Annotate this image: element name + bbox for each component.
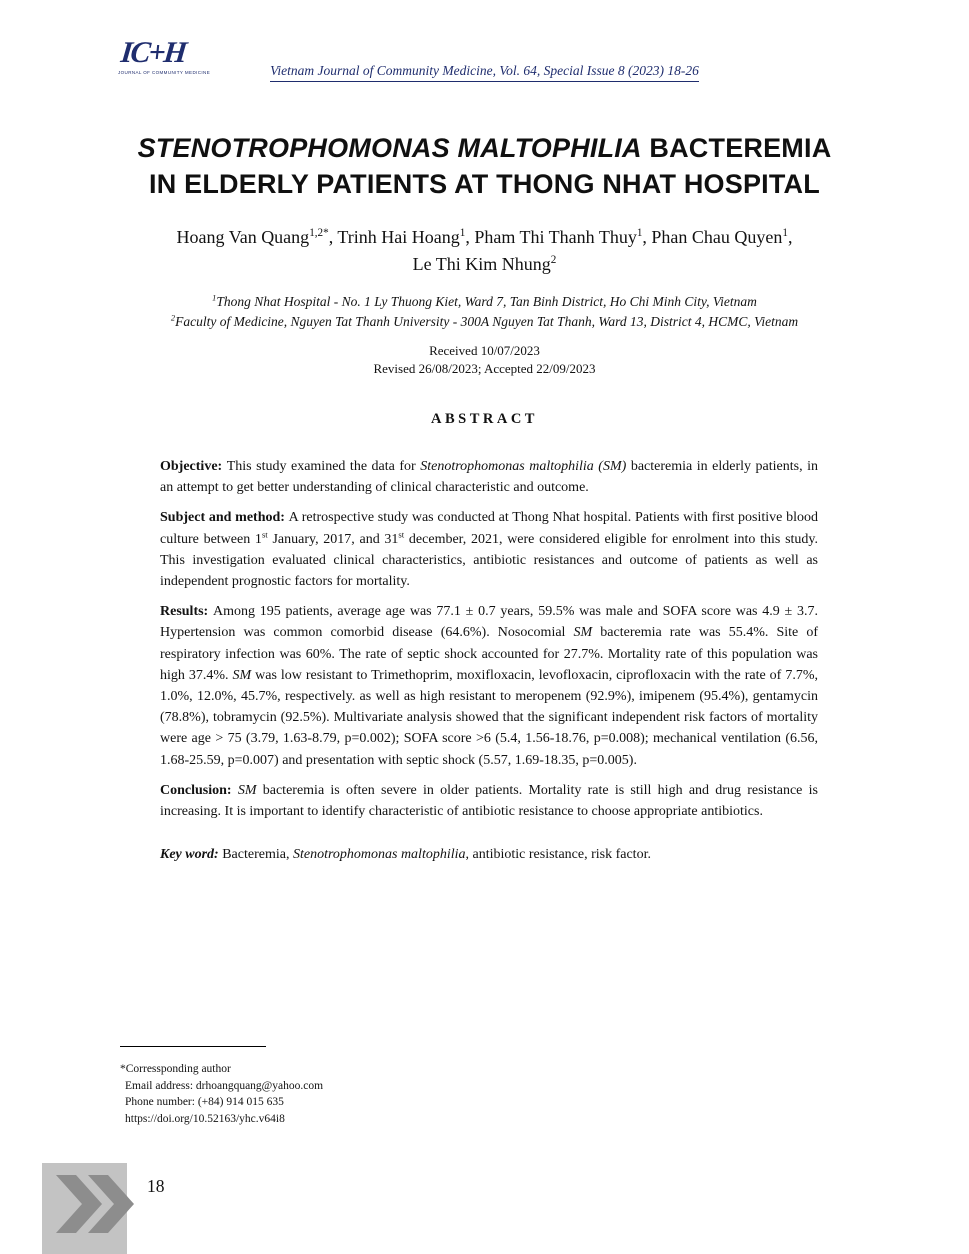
- abstract-heading: ABSTRACT: [431, 411, 538, 427]
- footnote-block: [120, 1046, 323, 1127]
- abstract-paragraph-method: Subject and method: A retrospective study was conducted at Thong Nhat hospital. Patients with first positive blood culture between 1st January, 2017, and 31st december, 2021, were considered eligible for enrolment into this study. This investigation evaluated clinical characteristics, antibiotic resistances and outcome of patients as well as independent prognostic factors for mortality.: [160, 510, 819, 590]
- double-chevron-icon: [42, 1163, 142, 1254]
- article-title-line2: IN ELDERLY PATIENTS AT THONG NHAT HOSPITAL: [149, 169, 820, 199]
- author-list: [0, 224, 969, 278]
- journal-logo-subtext: JOURNAL OF COMMUNITY MEDICINE: [118, 70, 211, 75]
- abstract-paragraph-results: Results: Among 195 patients, average age was 77.1 ± 0.7 years, 59.5% was male and SOFA score was 4.9 ± 3.7. Hypertension was common comorbid disease (64.6%). Nosocomial SM bacteremia rate was 55.4%. Site of respiratory infection was 60%. The rate of septic shock accounted for 27.7%. Mortality rate of this population was high 37.4%. SM was low resistant to Trimethoprim, moxifloxacin, levofloxacin, ciprofloxacin with the rate of 7.7%, 1.0%, 12.0%, 45.7%, respectively. as well as high resistant to meropenem (92.9%), imipenem (95.4%), gentamycin (78.8%), tobramycin (92.5%). Multivariate analysis showed that the significant independent risk factors of mortality were age > 75 (3.79, 1.63-8.79, p=0.002); SOFA score >6 (5.4, 1.56-18.76, p=0.008); mechanical ventilation (6.56, 1.68-25.59, p=0.007) and presentation with septic shock (5.57, 1.69-18.35, p=0.005).: [160, 604, 819, 768]
- journal-logo-icon: IC+H: [119, 36, 187, 69]
- affiliation-2: $^2$Faculty of Medicine, Nguyen Tat Thanh University - 300A Nguyen Tat Thanh, Ward 13, District 4, HCMC, Vietnam: [170, 313, 799, 329]
- phone-number-line: Phone number: (+84) 914 015 635: [125, 1096, 284, 1108]
- revised-accepted-date: Revised 26/08/2023; Accepted 22/09/2023: [373, 361, 596, 376]
- page-header: [0, 0, 969, 104]
- author-line-2: Le Thi Kim Nhung$^2$: [412, 254, 557, 274]
- journal-citation-text: Vietnam Journal of Community Medicine, Vol. 64, Special Issue 8 (2023) 18-26: [270, 63, 699, 82]
- footnote-rule: [120, 1046, 266, 1047]
- received-date: Received 10/07/2023: [429, 343, 540, 358]
- doi-line: https://doi.org/10.52163/yhc.v64i8: [125, 1112, 285, 1125]
- abstract-paragraph-conclusion: Conclusion: SM bacteremia is often severe in older patients. Mortality rate is still high and drug resistance is increasing. It is important to identify characteristic of antibiotic resistance to choose appropriate antibiotics.: [160, 782, 818, 820]
- article-title-line1: STENOTROPHOMONAS MALTOPHILIA BACTEREMIA: [137, 133, 832, 163]
- author-line-1: Hoang Van Quang$^{1,2*}$, Trinh Hai Hoang$^1$, Pham Thi Thanh Thuy$^1$, Phan Chau Quyen$^1$,: [176, 227, 793, 247]
- page-number: 18: [147, 1176, 165, 1196]
- corner-graphic: [42, 1163, 142, 1254]
- abstract-body: [160, 456, 818, 865]
- article-dates: [0, 342, 969, 378]
- affiliations: [0, 292, 969, 331]
- keywords-line: Key word: Bacteremia, Stenotrophomonas maltophilia, antibiotic resistance, risk factor.: [160, 847, 651, 863]
- article-title: [100, 130, 869, 202]
- affiliation-1: $^1$Thong Nhat Hospital - No. 1 Ly Thuong Kiet, Ward 7, Tan Binh District, Ho Chi Minh City, Vietnam: [212, 293, 757, 309]
- abstract-paragraph-objective: Objective: This study examined the data for Stenotrophomonas maltophilia (SM) bacteremia in elderly patients, in an attempt to get better understanding of clinical characteristic and outcome.: [160, 459, 819, 496]
- corresponding-author-note: *Corressponding author: [120, 1063, 231, 1075]
- journal-citation-line: [0, 62, 969, 80]
- email-address-line: Email address: drhoangquang@yahoo.com: [125, 1079, 324, 1092]
